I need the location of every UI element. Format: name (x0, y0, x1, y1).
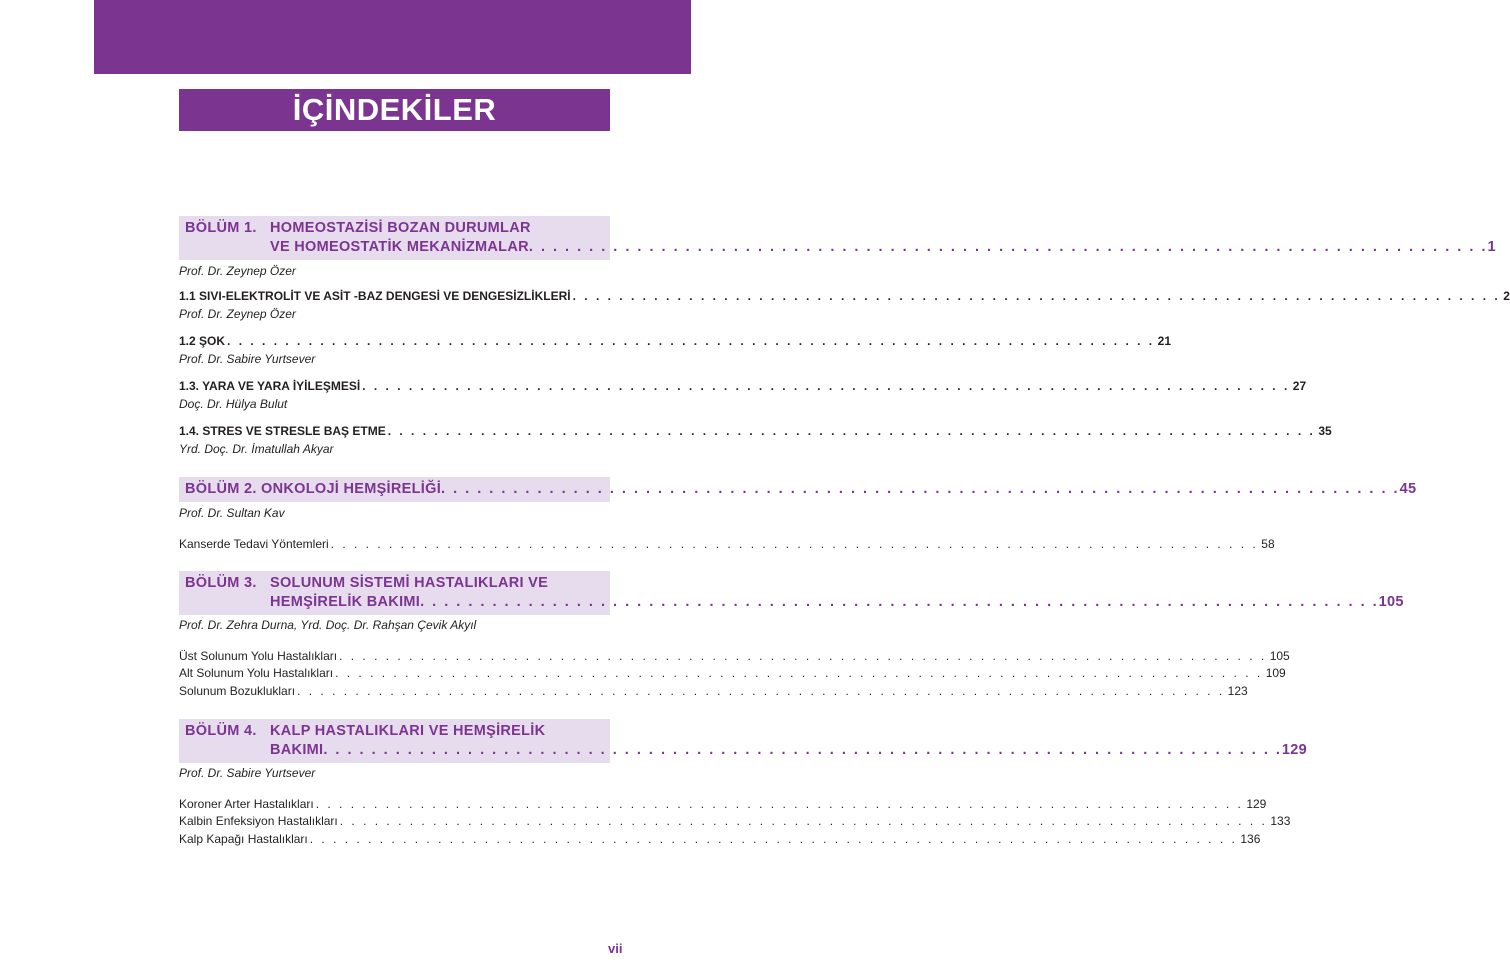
chapter-author: Prof. Dr. Zeynep Özer (179, 264, 296, 278)
dot-leader: . . . . . . . . . . . . . . . . . . . . . . . . . . . . . . . . . . . . . . . . . . . . . . . . . . . . . . . . . . . . . . . . . . . . . . . . . . . . . . . . (362, 379, 1290, 393)
entry-title: Kalbin Enfeksiyon Hastalıkları (179, 814, 338, 828)
page-number: 1 (1487, 239, 1496, 255)
chapter-1-heading[interactable] (179, 216, 1496, 260)
dot-leader: . . . . . . . . . . . . . . . . . . . . . . . . . . . . . . . . . . . . . . . . . . . . . . . . . . . . . . . . . . . . . . . . . . . . . . . . . . . . . . . . (297, 684, 1225, 698)
page-number: 133 (1270, 814, 1291, 828)
page-number: 129 (1246, 797, 1267, 811)
page-folio: vii (608, 941, 623, 956)
page-title: İÇİNDEKİLER (179, 89, 610, 131)
dot-leader: . . . . . . . . . . . . . . . . . . . . . . . . . . . . . . . . . . . . . . . . . . . . . . . . . . . . . . . . . . . . . . . . . . . . . . . . . . . . . . . . (420, 594, 1379, 610)
page-number: 45 (1399, 481, 1417, 497)
toc-entry[interactable] (179, 684, 1248, 699)
page-number: 35 (1318, 424, 1332, 438)
section-author: Prof. Dr. Zeynep Özer (179, 307, 296, 321)
toc-entry[interactable] (179, 334, 1171, 349)
chapter-author: Prof. Dr. Sultan Kav (179, 506, 285, 520)
page-number: 123 (1227, 684, 1248, 698)
toc-entry[interactable] (179, 832, 1261, 847)
page-number: 27 (1292, 379, 1307, 393)
toc-entry[interactable] (179, 666, 1286, 681)
dot-leader: . . . . . . . . . . . . . . . . . . . . . . . . . . . . . . . . . . . . . . . . . . . . . . . . . . . . . . . . . . . . . . . . . . . . . . . . . . . . . . . . (441, 481, 1400, 497)
dot-leader: . . . . . . . . . . . . . . . . . . . . . . . . . . . . . . . . . . . . . . . . . . . . . . . . . . . . . . . . . . . . . . . . . . . . . . . . . . . . . . . . (528, 239, 1488, 255)
entry-title: 1.4. STRES VE STRESLE BAŞ ETME (179, 424, 386, 438)
dot-leader: . . . . . . . . . . . . . . . . . . . . . . . . . . . . . . . . . . . . . . . . . . . . . . . . . . . . . . . . . . . . . . . . . . . . . . . . . . . . . . . . (309, 832, 1238, 846)
dot-leader: . . . . . . . . . . . . . . . . . . . . . . . . . . . . . . . . . . . . . . . . . . . . . . . . . . . . . . . . . . . . . . . . . . . . . . . . . . . . . . . . (387, 424, 1316, 438)
toc-entry[interactable] (179, 379, 1307, 394)
page-number: 21 (1157, 334, 1171, 348)
entry-title: Alt Solunum Yolu Hastalıkları (179, 666, 334, 680)
toc-entry[interactable] (179, 814, 1291, 829)
chapter-3-heading[interactable] (179, 571, 1404, 615)
dot-leader: . . . . . . . . . . . . . . . . . . . . . . . . . . . . . . . . . . . . . . . . . . . . . . . . . . . . . . . . . . . . . . . . . . . . . . . . . . . . . . . . (339, 649, 1267, 663)
entry-title: Solunum Bozuklukları (179, 684, 296, 698)
page-number: 136 (1240, 832, 1261, 846)
chapter-title-line-2: HEMŞİRELİK BAKIMI (270, 594, 421, 610)
dot-leader: . . . . . . . . . . . . . . . . . . . . . . . . . . . . . . . . . . . . . . . . . . . . . . . . . . . . . . . . . . . . . . . . . . . . . . . . . . . . . . . . (315, 797, 1244, 811)
dot-leader: . . . . . . . . . . . . . . . . . . . . . . . . . . . . . . . . . . . . . . . . . . . . . . . . . . . . . . . . . . . . . . . . . . . . . . . . . . . . . . . . (335, 666, 1263, 680)
entry-title: Koroner Arter Hastalıkları (179, 797, 314, 811)
section-author: Prof. Dr. Sabire Yurtsever (179, 352, 316, 366)
page-number: 58 (1261, 537, 1275, 551)
page-number: 105 (1269, 649, 1290, 663)
chapter-number: BÖLÜM 1. (185, 220, 257, 236)
dot-leader: . . . . . . . . . . . . . . . . . . . . . . . . . . . . . . . . . . . . . . . . . . . . . . . . . . . . . . . . . . . . . . . . . . . . . . . . . . . . . . . . (227, 334, 1155, 348)
chapter-title-line-2: BAKIMI (270, 742, 324, 758)
section-author: Doç. Dr. Hülya Bulut (179, 397, 288, 411)
entry-title: Kalp Kapağı Hastalıkları (179, 832, 308, 846)
dot-leader: . . . . . . . . . . . . . . . . . . . . . . . . . . . . . . . . . . . . . . . . . . . . . . . . . . . . . . . . . . . . . . . . . . . . . . . . . . . . . . . . (572, 289, 1501, 303)
entry-title: 1.2 ŞOK (179, 334, 226, 348)
entry-title: Kanserde Tedavi Yöntemleri (179, 537, 329, 551)
section-author: Yrd. Doç. Dr. İmatullah Akyar (179, 442, 334, 456)
chapter-2-heading[interactable] (179, 477, 1417, 502)
toc-entry[interactable] (179, 537, 1275, 552)
chapter-title-line-1: HOMEOSTAZİSİ BOZAN DURUMLAR (270, 220, 531, 236)
dot-leader: . . . . . . . . . . . . . . . . . . . . . . . . . . . . . . . . . . . . . . . . . . . . . . . . . . . . . . . . . . . . . . . . . . . . . . . . . . . . . . . . (330, 537, 1259, 551)
chapter-number: BÖLÜM 3. (185, 575, 257, 591)
page-number: 2 (1503, 289, 1510, 303)
header-band (94, 0, 691, 74)
entry-title: Üst Solunum Yolu Hastalıkları (179, 649, 338, 663)
entry-title: 1.1 SIVI-ELEKTROLİT VE ASİT -BAZ DENGESİ VE DENGESİZLİKLERİ (179, 289, 571, 303)
chapter-title-line-1: KALP HASTALIKLARI VE HEMŞİRELİK (270, 723, 546, 739)
toc-entry[interactable] (179, 424, 1332, 439)
chapter-title-line-2: VE HOMEOSTATİK MEKANİZMALAR (270, 239, 529, 255)
chapter-4-heading[interactable] (179, 719, 1307, 763)
page-number: 109 (1265, 666, 1286, 680)
page-number: 105 (1378, 594, 1404, 610)
toc-entry[interactable] (179, 797, 1267, 812)
chapter-title-line-1: SOLUNUM SİSTEMİ HASTALIKLARI VE (270, 575, 549, 591)
toc-entry[interactable] (179, 649, 1290, 664)
page-number: 129 (1281, 742, 1307, 758)
chapter-author: Prof. Dr. Sabire Yurtsever (179, 766, 316, 780)
chapter-author: Prof. Dr. Zehra Durna, Yrd. Doç. Dr. Rahşan Çevik Akyıl (179, 618, 477, 632)
toc-entry[interactable] (179, 289, 1510, 304)
dot-leader: . . . . . . . . . . . . . . . . . . . . . . . . . . . . . . . . . . . . . . . . . . . . . . . . . . . . . . . . . . . . . . . . . . . . . . . . . . . . . . . . (339, 814, 1268, 828)
chapter-number: BÖLÜM 4. (185, 723, 257, 739)
dot-leader: . . . . . . . . . . . . . . . . . . . . . . . . . . . . . . . . . . . . . . . . . . . . . . . . . . . . . . . . . . . . . . . . . . . . . . . . . . . . . . . . (323, 742, 1282, 758)
chapter-title-line-1: BÖLÜM 2. ONKOLOJİ HEMŞİRELİĞİ (185, 481, 442, 497)
entry-title: 1.3. YARA VE YARA İYİLEŞMESİ (179, 379, 361, 393)
